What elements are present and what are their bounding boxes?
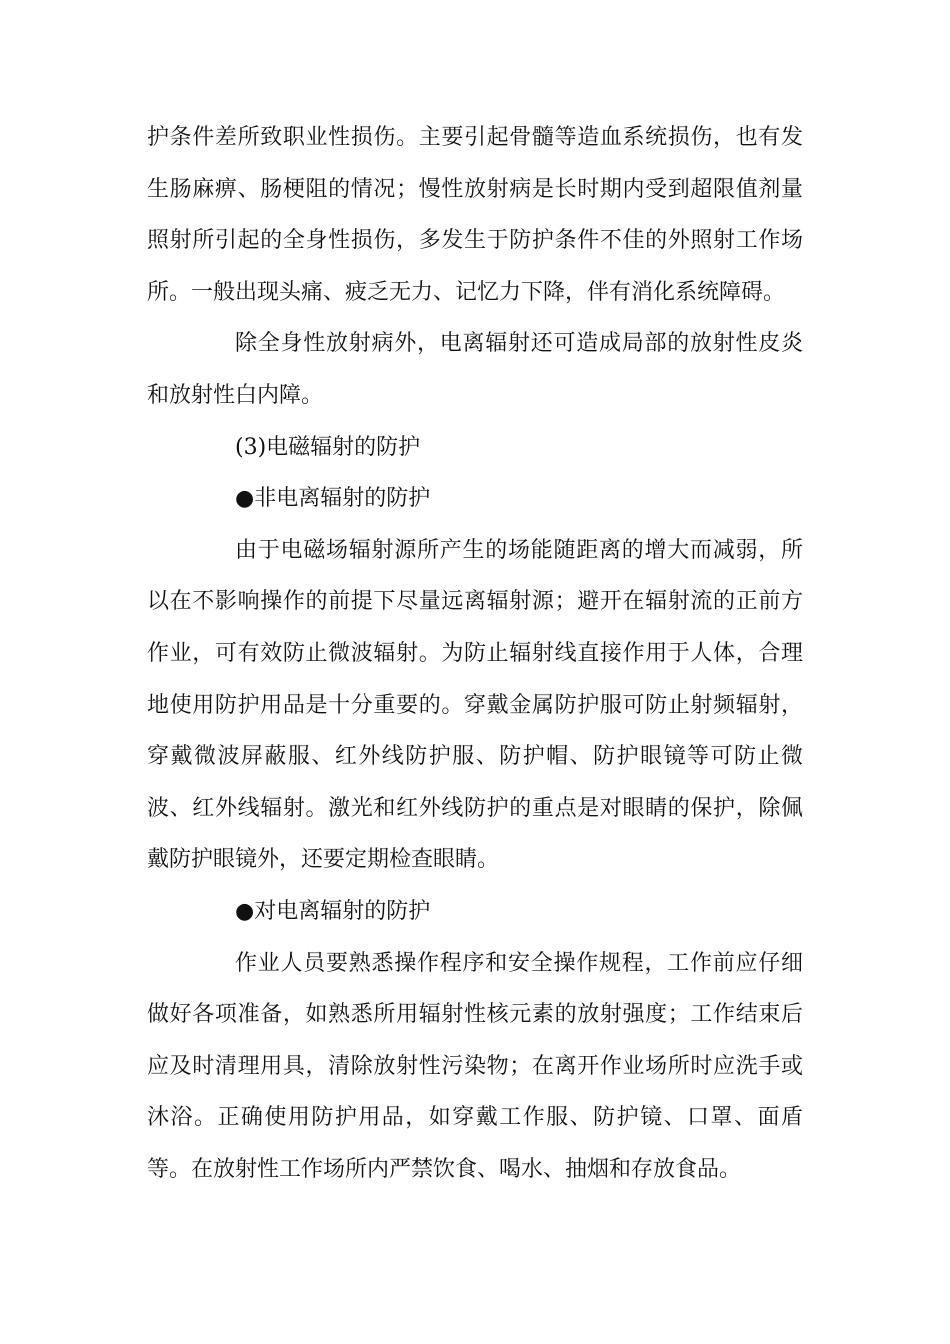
- text-line-3: 照射所引起的全身性损伤，多发生于防护条件不佳的外照射工作场: [147, 228, 803, 254]
- text-line-4: 所。一般出现头痛、疲乏无力、记忆力下降，伴有消化系统障碍。: [147, 279, 786, 305]
- text-line-20: 沐浴。正确使用防护用品，如穿戴工作服、防护镜、口罩、面盾: [147, 1105, 803, 1131]
- text-line-10: 以在不影响操作的前提下尽量远离辐射源；避开在辐射流的正前方: [147, 589, 803, 615]
- text-line-15: 戴防护眼镜外，还要定期检查眼睛。: [147, 847, 500, 873]
- text-line-17: 作业人员要熟悉操作程序和安全操作规程，工作前应仔细: [235, 950, 803, 976]
- text-line-6: 和放射性白内障。: [147, 382, 324, 408]
- text-line-11: 作业，可有效防止微波辐射。为防止辐射线直接作用于人体，合理: [147, 640, 803, 666]
- text-line-14: 波、红外线辐射。激光和红外线防护的重点是对眼睛的保护，除佩: [147, 795, 803, 821]
- text-line-13: 穿戴微波屏蔽服、红外线防护服、防护帽、防护眼镜等可防止微: [147, 744, 803, 770]
- text-line-2: 生肠麻痹、肠梗阻的情况；慢性放射病是长时期内受到超限值剂量: [147, 176, 803, 202]
- text-line-21: 等。在放射性工作场所内严禁饮食、喝水、抽烟和存放食品。: [147, 1156, 742, 1182]
- section-heading: (3)电磁辐射的防护: [235, 434, 421, 460]
- subheading-non-ionizing: ●非电离辐射的防护: [235, 486, 431, 512]
- text-line-1: 护条件差所致职业性损伤。主要引起骨髓等造血系统损伤，也有发: [147, 125, 803, 150]
- text-line-12: 地使用防护用品是十分重要的。穿戴金属防护服可防止射频辐射，: [147, 692, 803, 718]
- text-line-5: 除全身性放射病外，电离辐射还可造成局部的放射性皮炎: [235, 331, 803, 357]
- text-line-19: 应及时清理用具，清除放射性污染物；在离开作业场所时应洗手或: [147, 1053, 803, 1079]
- subheading-ionizing: ●对电离辐射的防护: [235, 898, 431, 924]
- text-line-18: 做好各项准备，如熟悉所用辐射性核元素的放射强度；工作结束后: [147, 1002, 803, 1028]
- document-body: [147, 112, 803, 1195]
- text-line-9: 由于电磁场辐射源所产生的场能随距离的增大而减弱，所: [235, 537, 803, 563]
